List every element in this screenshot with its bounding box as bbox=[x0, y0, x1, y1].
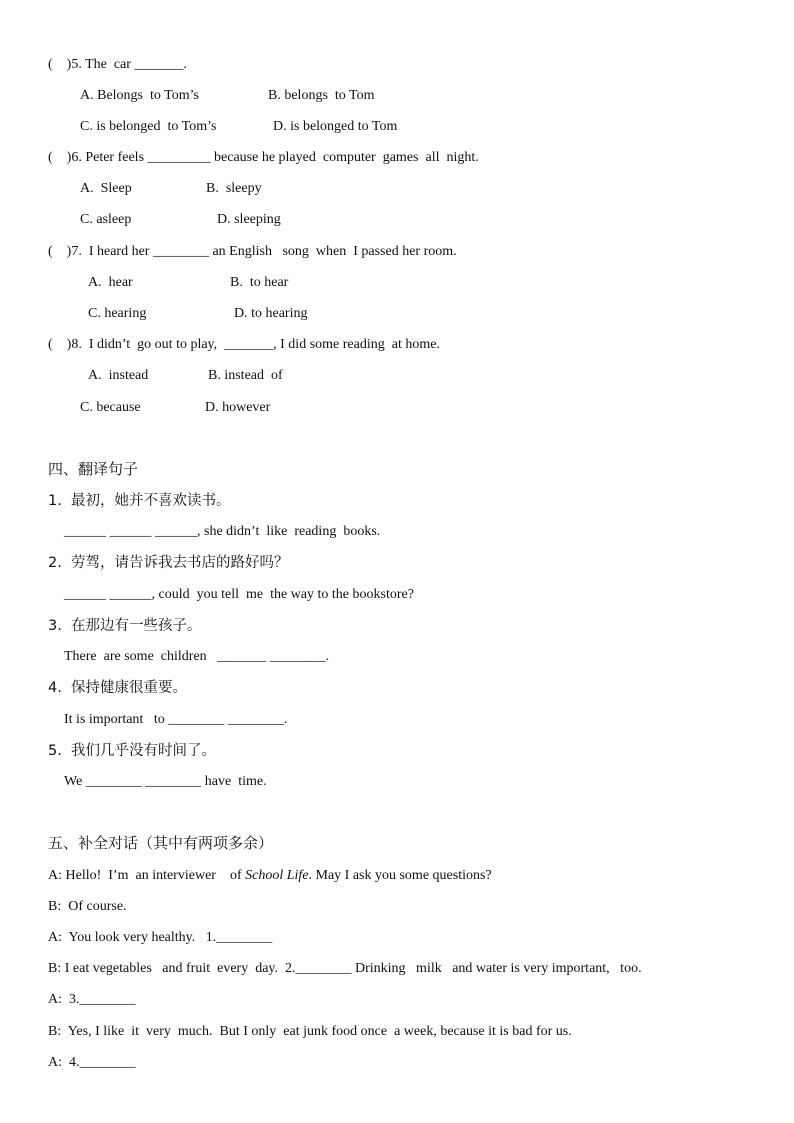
question-5-option-c: C. is belonged to Tom’s bbox=[80, 119, 217, 134]
dialogue-line-1 bbox=[48, 867, 492, 885]
translate-1-english: ______ ______ ______, she didn’t like reading books. bbox=[64, 524, 381, 539]
dialogue-line-3: A: You look very healthy. 1.________ bbox=[48, 930, 273, 945]
question-7-stem: ( )7. I heard her ________ an English song when I passed her room. bbox=[48, 244, 457, 259]
question-5-stem: ( )5. The car _______. bbox=[48, 57, 187, 72]
question-7-option-a: A. hear bbox=[88, 275, 133, 290]
question-5-option-a: A. Belongs to Tom’s bbox=[80, 88, 199, 103]
question-6-stem: ( )6. Peter feels _________ because he played computer games all night. bbox=[48, 150, 479, 165]
question-6-option-b: B. sleepy bbox=[206, 181, 262, 196]
question-8-option-d: D. however bbox=[205, 400, 271, 415]
translate-5-chinese: 5. 我们几乎没有时间了。 bbox=[48, 743, 217, 759]
question-5-option-b: B. belongs to Tom bbox=[268, 88, 375, 103]
dialogue-line-6: B: Yes, I like it very much. But I only eat junk food once a week, because it is bad for us. bbox=[48, 1024, 572, 1039]
translate-2-chinese: 2. 劳驾，请告诉我去书店的路好吗？ bbox=[48, 555, 289, 571]
translate-5-english: We ________ ________ have time. bbox=[64, 774, 267, 789]
question-8-option-b: B. instead of bbox=[208, 368, 283, 383]
dialogue-line-7: A: 4.________ bbox=[48, 1055, 136, 1070]
question-8-option-a: A. instead bbox=[88, 368, 149, 383]
magazine-title: School Life bbox=[245, 868, 309, 883]
question-6-option-d: D. sleeping bbox=[217, 212, 281, 227]
translate-3-english: There are some children _______ ________. bbox=[64, 649, 330, 664]
translate-3-chinese: 3. 在那边有一些孩子。 bbox=[48, 618, 202, 634]
question-6-option-c: C. asleep bbox=[80, 212, 132, 227]
question-5-option-d: D. is belonged to Tom bbox=[273, 119, 398, 134]
section-4-heading: 四、翻译句子 bbox=[48, 460, 139, 478]
question-7-option-c: C. hearing bbox=[88, 306, 147, 321]
dialogue-line-1-tail: . May I ask you some questions? bbox=[308, 868, 492, 883]
dialogue-line-1-text: A: Hello! I’m an interviewer of bbox=[48, 868, 246, 883]
dialogue-line-4: B: I eat vegetables and fruit every day. 2.________ Drinking milk and water is very important, too. bbox=[48, 961, 642, 976]
translate-2-english: ______ ______, could you tell me the way to the bookstore? bbox=[64, 587, 414, 602]
question-6-option-a: A. Sleep bbox=[80, 181, 132, 196]
translate-1-chinese: 1. 最初，她并不喜欢读书。 bbox=[48, 493, 231, 509]
question-7-option-b: B. to hear bbox=[230, 275, 289, 290]
section-5-heading: 五、补全对话（其中有两项多余） bbox=[48, 834, 274, 852]
dialogue-line-2: B: Of course. bbox=[48, 899, 127, 914]
translate-4-english: It is important to ________ ________. bbox=[64, 712, 288, 727]
translate-4-chinese: 4. 保持健康很重要。 bbox=[48, 680, 188, 696]
question-8-stem: ( )8. I didn’t go out to play, _______, I did some reading at home. bbox=[48, 337, 440, 352]
question-7-option-d: D. to hearing bbox=[234, 306, 308, 321]
question-8-option-c: C. because bbox=[80, 400, 141, 415]
dialogue-line-5: A: 3.________ bbox=[48, 992, 136, 1007]
